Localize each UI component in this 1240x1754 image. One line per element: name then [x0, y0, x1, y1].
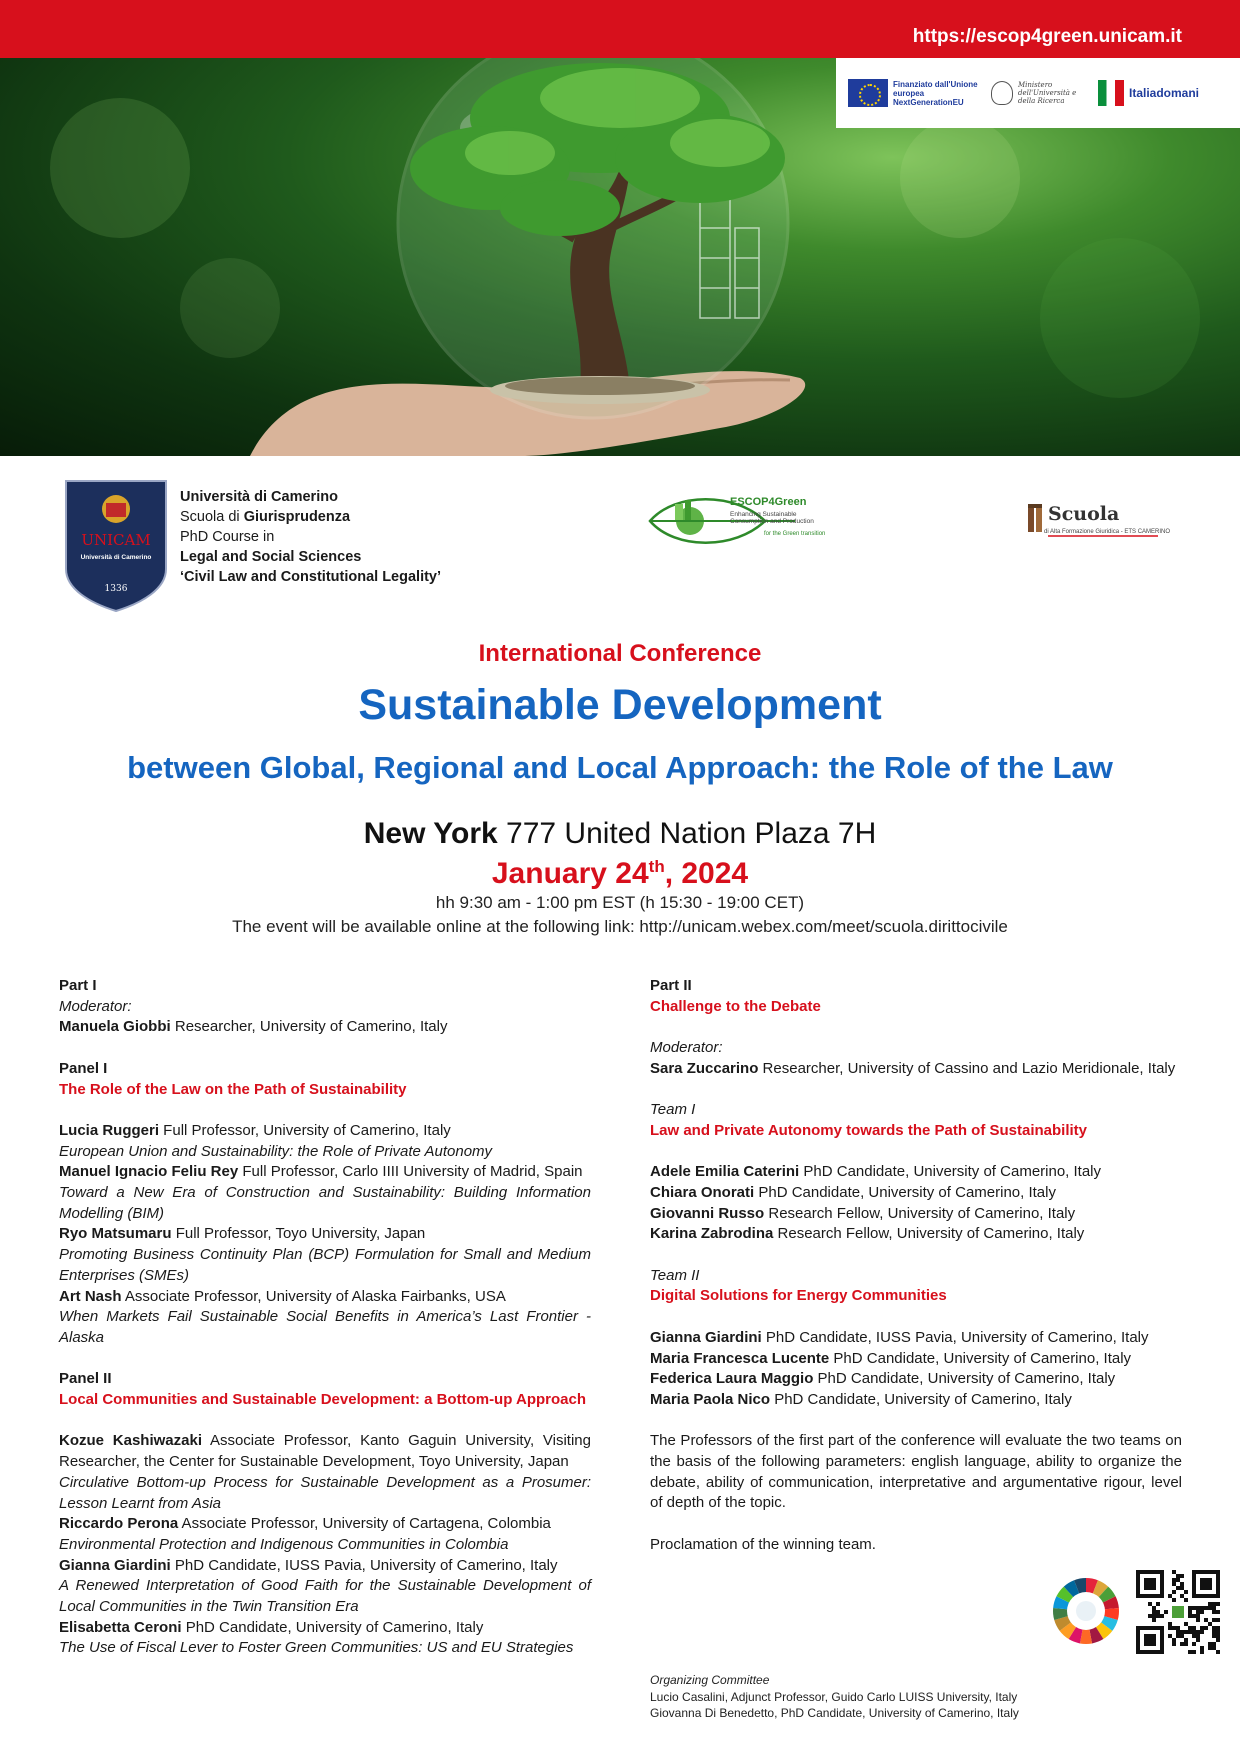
speaker-name: Gianna Giardini: [59, 1556, 171, 1574]
speaker-line: [59, 1556, 591, 1577]
speaker-name: Lucia Ruggeri: [59, 1121, 160, 1139]
member-name: Giovanni Russo: [650, 1204, 765, 1222]
talk-title: European Union and Sustainability: the Role of Private Autonomy: [59, 1142, 493, 1160]
phd-curriculum: ‘Civil Law and Constitutional Legality’: [180, 569, 442, 585]
moderator-name: Manuela Giobbi: [59, 1018, 171, 1036]
team-member: [650, 1183, 1182, 1204]
funding-logos: [836, 58, 1240, 128]
team-one-title: Law and Private Autonomy towards the Path of Sustainability: [650, 1121, 1088, 1139]
speaker-role: PhD Candidate, IUSS Pavia, University of Camerino, Italy: [170, 1556, 558, 1574]
member-role: PhD Candidate, University of Camerino, Italy: [770, 1390, 1072, 1408]
part-two-subtitle: Challenge to the Debate: [650, 997, 821, 1015]
ministry-logo: [991, 81, 1088, 105]
moderator-role: Researcher, University of Cassino and Lazio Meridionale, Italy: [758, 1059, 1176, 1077]
speaker-name: Art Nash: [59, 1287, 122, 1305]
shield-name: UNICAM: [81, 531, 151, 549]
member-role: Research Fellow, University of Camerino, Italy: [764, 1204, 1076, 1222]
team-member: [650, 1328, 1182, 1349]
italia-domani-text: Italiadomani: [1129, 86, 1200, 100]
panel-one-label: Panel I: [59, 1059, 108, 1077]
speaker-name: Manuel Ignacio Feliu Rey: [59, 1163, 239, 1181]
moderator-line: [650, 1059, 1182, 1080]
proclamation-text: Proclamation of the winning team.: [650, 1535, 876, 1553]
panel-one-title: The Role of the Law on the Path of Sustainability: [59, 1080, 407, 1098]
date-day: January 24: [491, 857, 649, 890]
panel-two-label: Panel II: [59, 1370, 112, 1388]
member-name: Gianna Giardini: [650, 1328, 762, 1346]
committee-member: Giovanna Di Benedetto, PhD Candidate, University of Camerino, Italy: [650, 1706, 1019, 1720]
site-url-link[interactable]: https://escop4green.unicam.it: [912, 26, 1182, 47]
talk-title: Circulative Bottom-up Process for Sustainable Development as a Prosumer: Lesson Learnt from Asia: [59, 1473, 591, 1512]
team-member: [650, 1204, 1182, 1225]
institution-block: [180, 487, 441, 587]
member-name: Maria Francesca Lucente: [650, 1349, 830, 1367]
team-member: [650, 1162, 1182, 1183]
republic-emblem-icon: [991, 81, 1013, 105]
conference-title: Sustainable Development: [358, 681, 882, 729]
eu-flag-icon: [848, 79, 888, 107]
member-name: Karina Zabrodina: [650, 1225, 774, 1243]
shield-sub: Università di Camerino: [80, 554, 152, 561]
speaker-role: Full Professor, University of Camerino, Italy: [159, 1121, 451, 1139]
school-line: [180, 507, 441, 527]
speaker-role: Associate Professor, Kanto Gaguin University, Visiting Researcher, the Center for Sustainable Development, Toyo University, Japan: [59, 1432, 591, 1471]
evaluation-text: The Professors of the first part of the conference will evaluate the two teams on the basis of the following parameters: english language, ability to organize the debate, ability of communication, interpretative and argumentative rigour, level of depth of the topic.: [650, 1432, 1182, 1512]
member-role: PhD Candidate, University of Camerino, Italy: [813, 1370, 1116, 1388]
speaker-line: [59, 1162, 591, 1183]
speaker-name: Riccardo Perona: [59, 1515, 179, 1533]
team-member: [650, 1349, 1182, 1370]
member-role: PhD Candidate, University of Camerino, Italy: [799, 1163, 1102, 1181]
speaker-line: [59, 1514, 591, 1535]
date-year: , 2024: [664, 857, 749, 890]
member-role: Research Fellow, University of Camerino, Italy: [773, 1225, 1085, 1243]
university-name: Università di Camerino: [180, 489, 338, 505]
team-member: [650, 1390, 1182, 1411]
italia-domani-logo: [1098, 80, 1199, 106]
moderator-line: [59, 1017, 591, 1038]
speaker-line: [59, 1224, 591, 1245]
phd-course-label: PhD Course in: [180, 529, 275, 545]
scuola-name: Scuola: [1048, 503, 1120, 525]
school-name: Giurisprudenza: [243, 509, 351, 525]
speaker-role: Associate Professor, University of Cartagena, Colombia: [178, 1515, 551, 1533]
talk-title: Promoting Business Continuity Plan (BCP) Formulation for Small and Medium Enterprises (SMEs): [59, 1246, 591, 1284]
scuola-subtitle: di Alta Formazione Giuridica - ETS CAMERINO: [1044, 529, 1171, 535]
escop4green-name: ESCOP4Green: [730, 496, 807, 508]
speaker-line: [59, 1287, 591, 1308]
talk-title: A Renewed Interpretation of Good Faith for the Sustainable Development of Local Communities in the Twin Transition Era: [59, 1577, 591, 1616]
moderator-role: Researcher, University of Camerino, Italy: [170, 1018, 448, 1036]
school-prefix: Scuola di: [180, 509, 244, 525]
talk-title: When Markets Fail Sustainable Social Benefits in America’s Last Frontier - Alaska: [59, 1308, 591, 1346]
moderator-label: Moderator:: [650, 1039, 723, 1057]
unicam-shield-logo: [62, 477, 170, 613]
phd-course-name: Legal and Social Sciences: [180, 549, 362, 565]
organizing-committee: [650, 1672, 1019, 1722]
moderator-label: Moderator:: [59, 997, 132, 1015]
part-one-heading: Part I: [59, 977, 97, 994]
speaker-line: [59, 1121, 591, 1142]
eu-funding-text: Finanziato dall'Unione europea NextGenerationEU: [893, 79, 978, 107]
top-banner: [0, 0, 1240, 58]
speaker-line: [59, 1431, 591, 1472]
event-time: hh 9:30 am - 1:00 pm EST (h 15:30 - 19:00 CET): [435, 893, 805, 912]
event-date: [0, 857, 1240, 891]
conference-subtitle: between Global, Regional and Local Approach: the Role of the Law: [127, 750, 1113, 785]
ministry-text: Ministero dell'Università e della Ricerca: [1018, 81, 1077, 105]
member-name: Maria Paola Nico: [650, 1390, 771, 1408]
panel-two-title: Local Communities and Sustainable Development: a Bottom-up Approach: [59, 1391, 586, 1409]
speaker-name: Ryo Matsumaru: [59, 1225, 172, 1243]
online-link-text[interactable]: The event will be available online at the following link: http://unicam.webex.com/meet/scuola.dirittocivile: [232, 917, 1008, 936]
member-name: Federica Laura Maggio: [650, 1370, 814, 1388]
team-member: [650, 1369, 1182, 1390]
speaker-line: [59, 1618, 591, 1639]
speaker-name: Elisabetta Ceroni: [59, 1618, 182, 1636]
member-name: Chiara Onorati: [650, 1183, 755, 1201]
escop4green-subtitle: Enhancing Sustainable Consumption and Production: [730, 511, 814, 525]
member-name: Adele Emilia Caterini: [650, 1163, 800, 1181]
speaker-role: PhD Candidate, University of Camerino, Italy: [181, 1618, 484, 1636]
team-member: [650, 1224, 1182, 1245]
program-part-two: [650, 976, 1182, 1556]
talk-title: Toward a New Era of Construction and Sustainability: Building Information Modelling (BIM): [59, 1184, 591, 1222]
talk-title: Environmental Protection and Indigenous Communities in Colombia: [59, 1535, 509, 1553]
member-role: PhD Candidate, University of Camerino, Italy: [754, 1183, 1056, 1201]
talk-title: The Use of Fiscal Lever to Foster Green Communities: US and EU Strategies: [59, 1639, 574, 1657]
italia-domani-mark-icon: [1098, 80, 1124, 106]
part-two-heading: Part II: [650, 977, 692, 994]
program-part-one: [59, 976, 591, 1659]
speaker-role: Full Professor, Toyo University, Japan: [171, 1225, 426, 1243]
venue: [0, 817, 1240, 851]
speaker-name: Kozue Kashiwazaki: [59, 1432, 202, 1450]
committee-member: Lucio Casalini, Adjunct Professor, Guido Carlo LUISS University, Italy: [650, 1689, 1018, 1704]
member-role: PhD Candidate, IUSS Pavia, University of Camerino, Italy: [761, 1328, 1149, 1346]
speaker-role: Associate Professor, University of Alaska Fairbanks, USA: [121, 1287, 506, 1305]
team-two-title: Digital Solutions for Energy Communities: [650, 1287, 947, 1305]
shield-year: 1336: [104, 584, 128, 594]
sdg-wheel-icon: [1052, 1577, 1120, 1645]
venue-city: New York: [363, 817, 498, 850]
moderator-name: Sara Zuccarino: [650, 1059, 759, 1077]
team-two-label: Team II: [650, 1266, 700, 1284]
member-role: PhD Candidate, University of Camerino, Italy: [829, 1349, 1132, 1367]
qr-code-icon[interactable]: [1136, 1570, 1220, 1654]
committee-label: Organizing Committee: [650, 1673, 770, 1687]
eu-funding-logo: [848, 79, 981, 107]
conference-kind: International Conference: [478, 640, 762, 667]
venue-address: 777 United Nation Plaza 7H: [497, 817, 877, 850]
date-ordinal: th: [648, 857, 665, 876]
escop4green-tagline: for the Green transition: [764, 531, 826, 537]
team-one-label: Team I: [650, 1101, 696, 1119]
speaker-role: Full Professor, Carlo IIII University of Madrid, Spain: [238, 1163, 583, 1181]
